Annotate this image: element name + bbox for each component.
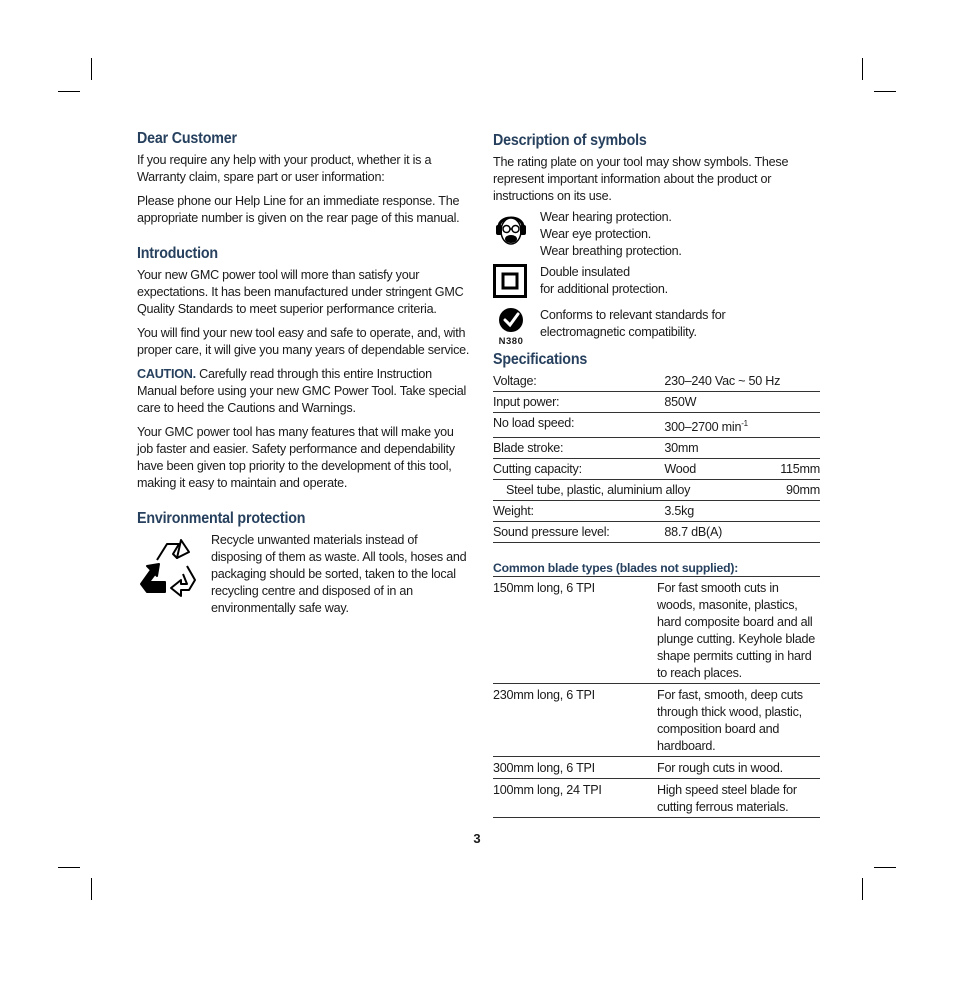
crop-mark — [58, 867, 80, 868]
blade-use: High speed steel blade for cutting ferrous materials. — [657, 779, 820, 818]
introduction-heading: Introduction — [137, 245, 218, 262]
spec-value-text: 300–2700 min — [664, 420, 742, 435]
caution-paragraph — [137, 366, 470, 417]
blade-types-section — [493, 561, 820, 818]
spec-label: Input power: — [493, 392, 664, 413]
spec-extra: 115mm — [780, 459, 820, 480]
symbol-line: Wear hearing protection. — [540, 210, 672, 224]
blade-use: For fast smooth cuts in woods, masonite, plastics, hard composite board and all plunge cutting. Keyhole blade shape permits cutting in hard to reach places. — [657, 577, 820, 684]
symbol-line: Wear breathing protection. — [540, 244, 682, 258]
table-row — [493, 413, 820, 438]
spec-value: 230–240 Vac ~ 50 Hz — [664, 371, 780, 392]
crop-mark — [862, 878, 863, 900]
intro-paragraph-4: Your GMC power tool has many features that will make you job faster and easier. Safety performance and dependability have been given top priority to the development of this tool, making it easy to maintain and operate. — [137, 425, 455, 490]
spec-extra — [780, 522, 820, 543]
environmental-text: Recycle unwanted materials instead of disposing of them as waste. All tools, hoses and packaging should be sorted, taken to the local recycling centre and disposed of in an environmentally safe way. — [211, 533, 467, 615]
right-column — [493, 130, 820, 818]
table-row — [493, 577, 820, 684]
blade-type: 300mm long, 6 TPI — [493, 757, 657, 779]
caution-text: Carefully read through this entire Instruction Manual before using your new GMC Power Tool. Take special care to heed the Cautions and Warnings. — [137, 367, 466, 415]
left-column — [137, 130, 470, 624]
symbol-line: Conforms to relevant standards for — [540, 308, 726, 322]
table-row — [493, 684, 820, 757]
blade-type: 230mm long, 6 TPI — [493, 684, 657, 757]
double-insulated-icon — [493, 264, 527, 298]
symbol-double-insulated-row — [493, 264, 820, 303]
environmental-heading: Environmental protection — [137, 510, 306, 527]
table-row — [493, 392, 820, 413]
introduction-section — [137, 245, 470, 492]
symbol-line: Wear eye protection. — [540, 227, 651, 241]
blade-type: 100mm long, 24 TPI — [493, 779, 657, 818]
table-row — [493, 459, 820, 480]
table-row — [493, 757, 820, 779]
symbol-protection-row — [493, 209, 820, 260]
help-line-paragraph: Please phone our Help Line for an immediate response. The appropriate number is given on the rear page of this manual. — [137, 194, 460, 225]
spec-value: 88.7 dB(A) — [664, 522, 780, 543]
crop-mark — [91, 58, 92, 80]
dear-customer-section — [137, 130, 470, 227]
symbol-line: electromagnetic compatibility. — [540, 325, 697, 339]
specifications-section — [493, 351, 820, 543]
spec-extra — [780, 413, 820, 438]
symbols-intro: The rating plate on your tool may show symbols. These represent important information about the product or instructions on its use. — [493, 155, 789, 203]
table-row — [493, 438, 820, 459]
specifications-table — [493, 371, 820, 543]
crop-mark — [874, 867, 896, 868]
blade-use: For rough cuts in wood. — [657, 757, 820, 779]
environmental-section — [137, 510, 470, 624]
table-row — [493, 522, 820, 543]
symbol-ctick-row — [493, 307, 820, 347]
spec-label: Steel tube, plastic, aluminium alloy — [493, 480, 780, 501]
spec-value: 3.5kg — [664, 501, 780, 522]
spec-label: Weight: — [493, 501, 664, 522]
blade-use: For fast, smooth, deep cuts through thick wood, plastic, composition board and hardboard. — [657, 684, 820, 757]
dear-customer-heading: Dear Customer — [137, 130, 237, 147]
crop-mark — [874, 91, 896, 92]
intro-paragraph-2: You will find your new tool easy and safe to operate, and, with proper care, it will give you many years of dependable service. — [137, 326, 470, 357]
intro-paragraph-1: Your new GMC power tool will more than satisfy your expectations. It has been manufactured under stringent GMC Quality Standards to meet superior performance criteria. — [137, 268, 464, 316]
protective-gear-icon — [493, 209, 529, 249]
spec-value — [664, 413, 780, 438]
crop-mark — [91, 878, 92, 900]
symbol-line: for additional protection. — [540, 282, 668, 296]
table-row — [493, 779, 820, 818]
spec-extra — [780, 371, 820, 392]
c-tick-code: N380 — [498, 336, 524, 347]
spec-extra: 90mm — [780, 480, 820, 501]
spec-extra — [780, 438, 820, 459]
spec-extra — [780, 501, 820, 522]
spec-label: No load speed: — [493, 413, 664, 438]
table-row — [493, 480, 820, 501]
blade-type: 150mm long, 6 TPI — [493, 577, 657, 684]
blade-types-table — [493, 577, 820, 818]
table-row — [493, 371, 820, 392]
spec-label: Voltage: — [493, 371, 664, 392]
crop-mark — [58, 91, 80, 92]
spec-extra — [780, 392, 820, 413]
caution-label: CAUTION. — [137, 367, 196, 381]
dear-customer-paragraph: If you require any help with your product, whether it is a Warranty claim, spare part or user information: — [137, 153, 432, 184]
recycle-icon — [137, 536, 201, 600]
spec-value: 850W — [664, 392, 780, 413]
spec-label: Cutting capacity: — [493, 459, 664, 480]
spec-label: Sound pressure level: — [493, 522, 664, 543]
crop-mark — [862, 58, 863, 80]
specifications-heading: Specifications — [493, 351, 588, 368]
spec-label: Blade stroke: — [493, 438, 664, 459]
symbols-heading: Description of symbols — [493, 132, 647, 149]
spec-value-superscript: -1 — [741, 419, 748, 428]
table-row — [493, 501, 820, 522]
symbol-line: Double insulated — [540, 265, 630, 279]
spec-value: Wood — [664, 459, 780, 480]
symbols-section — [493, 132, 820, 347]
spec-value: 30mm — [664, 438, 780, 459]
c-tick-icon — [496, 307, 526, 333]
page-number: 3 — [473, 831, 481, 846]
blade-types-heading: Common blade types (blades not supplied): — [493, 561, 820, 577]
